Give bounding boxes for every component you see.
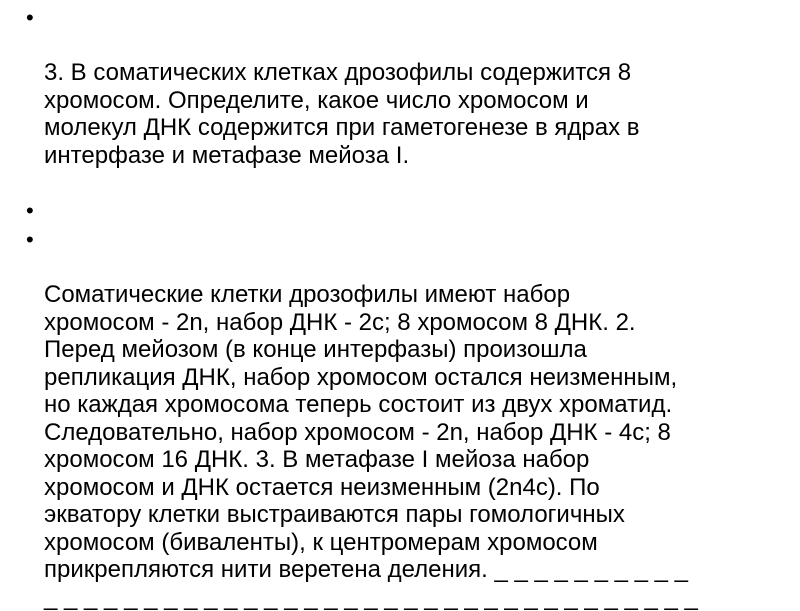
bullet-dot-icon: • — [26, 198, 34, 223]
bullet-item-empty — [26, 197, 786, 224]
bullet-dot-icon: • — [26, 227, 34, 252]
bullet-item-answer — [26, 226, 786, 611]
bullet-dot-icon: • — [26, 5, 34, 30]
bullet-list — [26, 4, 786, 611]
question-text: 3. В соматических клетках дрозофилы содержится 8 хромосом. Определите, какое число хромосом и молекул ДНК содержится при гаметогенезе в ядрах в интерфазе и метафазе мейоза I. — [44, 59, 640, 169]
answer-text: Соматические клетки дрозофилы имеют набор хромосом - 2n, набор ДНК - 2с; 8 хромосом 8 ДНК. 2. Перед мейозом (в конце интерфазы) произошла репликация ДНК, набор хромосом остался неизменным, но каждая хромосома теперь состоит из двух хроматид. Следовательно, набор хромосом - 2n, набор ДНК - 4с; 8 хромосом 16 ДНК. 3. В метафазе I мейоза набор хромосом и ДНК остается неизменным (2n4c). По экватору клетки выстраиваются пары гомологичных хромосом (биваленты), к центромерам хромосом прикрепляются нити веретена деления. _ _ _ _ _ _ _ _ _ _ _ _ _ _ _ _ _ _ _ _ _ _ _ _ _ _ _ _ _ _ _ _ _ _ _ _ _ _ _ _ _ _ _ — [44, 281, 698, 611]
bullet-item-question — [26, 4, 786, 169]
